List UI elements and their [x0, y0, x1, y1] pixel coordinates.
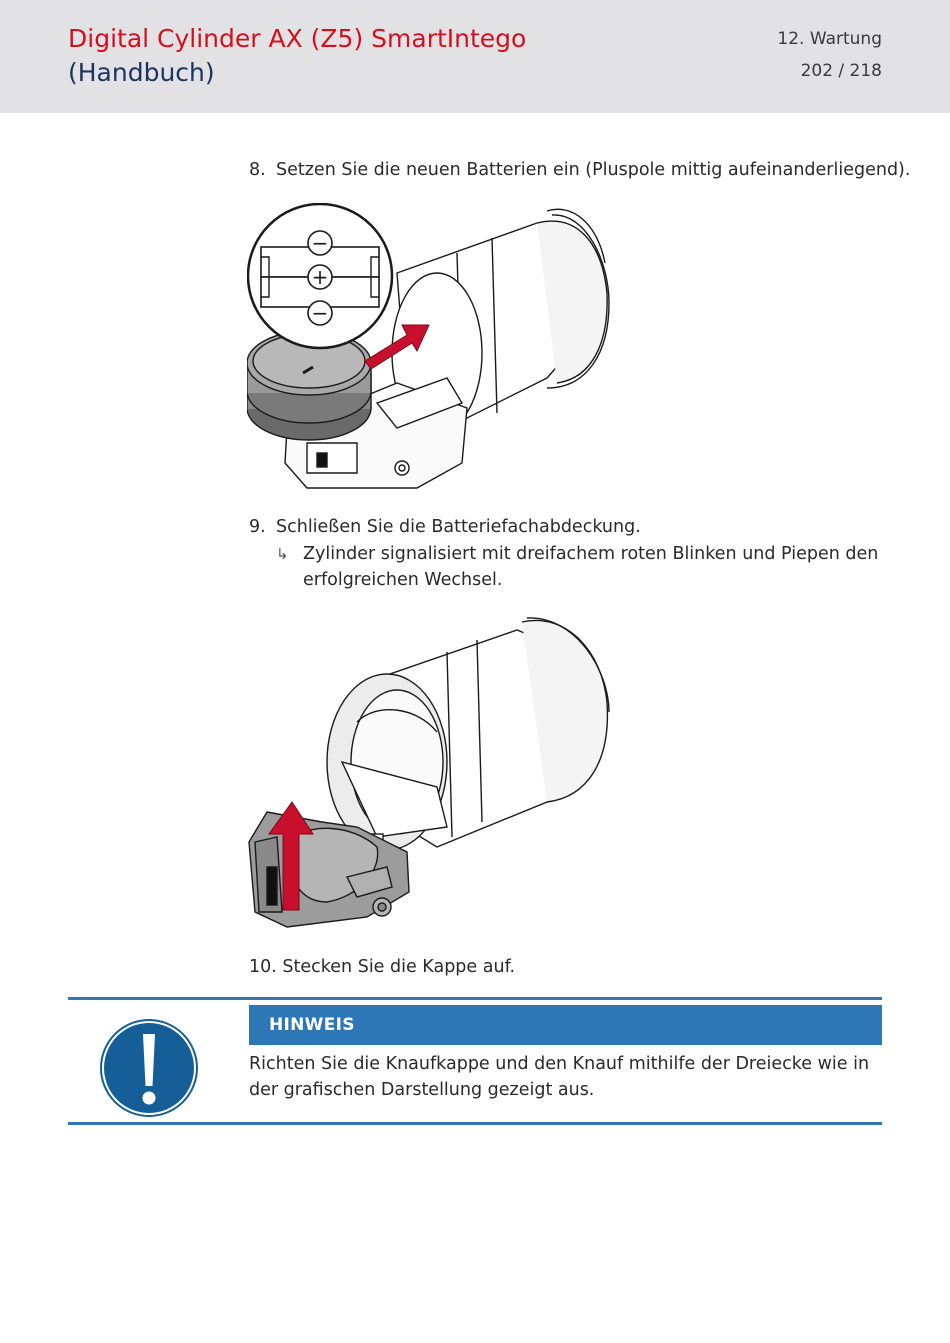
notice-bottom-rule: [68, 1122, 882, 1125]
battery-insertion-illustration: [247, 203, 615, 495]
step-number: 9.: [249, 517, 266, 537]
document-title-line2: (Handbuch): [68, 58, 215, 87]
polarity-inset: [248, 204, 392, 348]
notice-title: HINWEIS: [269, 1015, 355, 1035]
chapter-label: 12. Wartung: [777, 29, 882, 49]
page-header: [0, 0, 950, 113]
notice-top-rule: [68, 997, 882, 1000]
notice-title-bar: [249, 1005, 882, 1045]
step-10: [249, 954, 515, 980]
result-arrow-icon: ↳: [276, 545, 289, 563]
step-9: [249, 514, 641, 540]
document-title: [68, 22, 526, 90]
step-number: 10.: [249, 957, 277, 977]
step-number: 8.: [249, 160, 266, 180]
result-text: Zylinder signalisiert mit dreifachem roten Blinken und Piepen den erfolgreichen Wechsel.: [303, 544, 879, 590]
step-8: [249, 157, 910, 183]
step-text: Stecken Sie die Kappe auf.: [282, 957, 516, 977]
document-title-line1: Digital Cylinder AX (Z5) SmartIntego: [68, 24, 527, 53]
step-text: Setzen Sie die neuen Batterien ein (Pluspole mittig aufeinanderliegend).: [276, 160, 911, 180]
minus-symbol-bottom: −: [311, 301, 329, 325]
plus-symbol: +: [311, 265, 329, 289]
battery-cover-closing-illustration: [247, 612, 615, 934]
page-number: 202 / 218: [800, 61, 882, 81]
step-9-result: [276, 541, 882, 593]
exclamation-icon: [99, 1018, 199, 1118]
step-text: Schließen Sie die Batteriefachabdeckung.: [276, 517, 641, 537]
minus-symbol-top: −: [311, 231, 329, 255]
notice-text: Richten Sie die Knaufkappe und den Knauf mithilfe der Dreiecke wie in der grafischen Darstellung gezeigt aus.: [249, 1054, 870, 1100]
